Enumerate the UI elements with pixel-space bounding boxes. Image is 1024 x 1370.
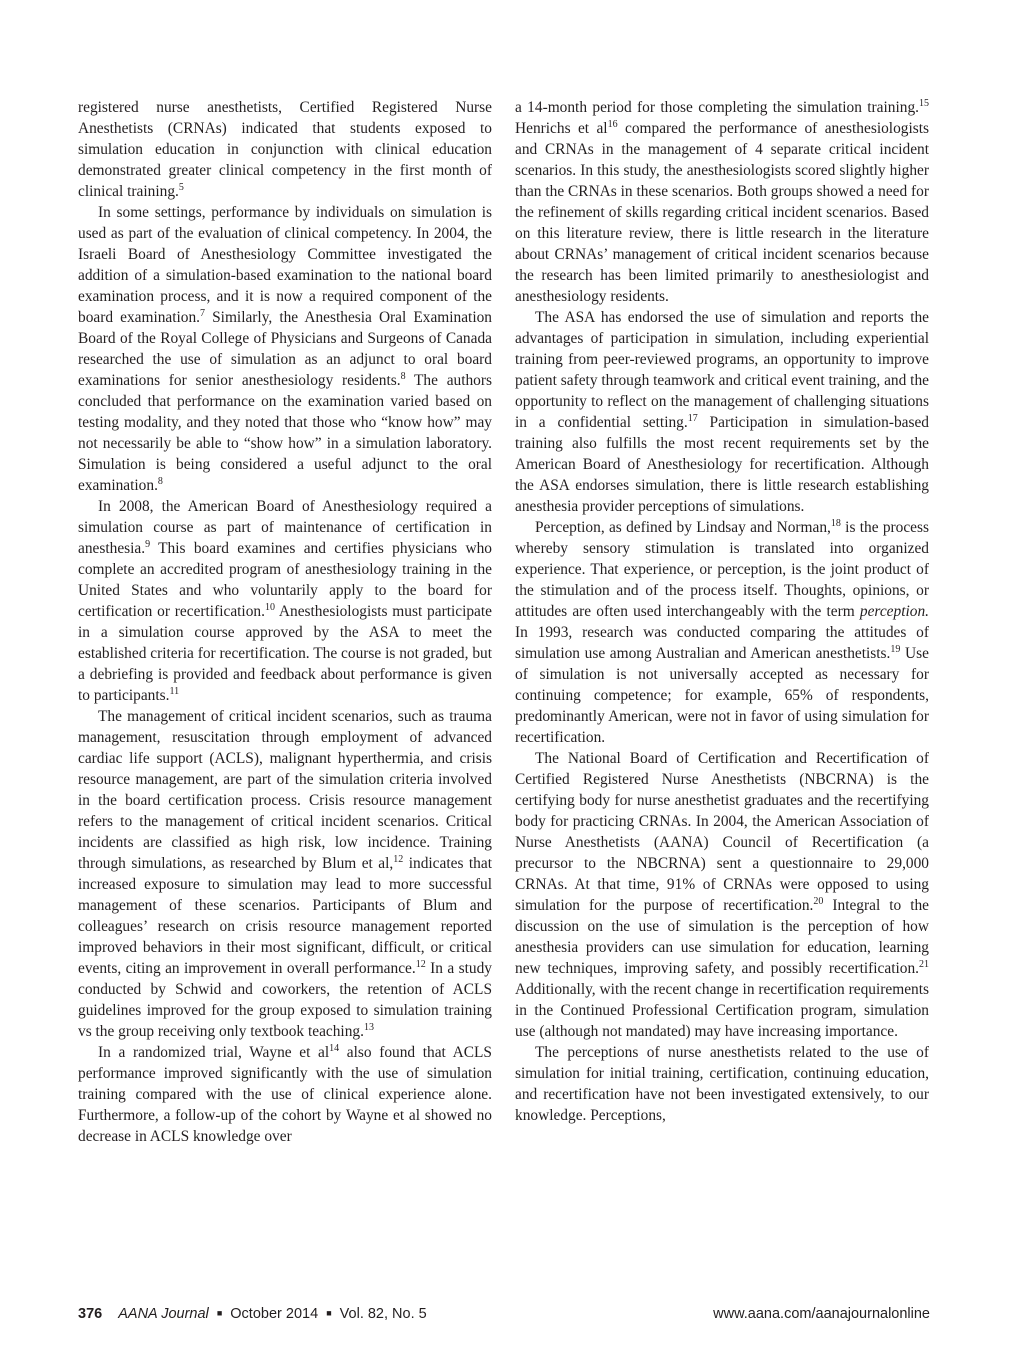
citation-ref: 17 <box>687 412 698 424</box>
page-footer <box>78 1306 930 1326</box>
paragraph: registered nurse anesthetists, Certified Registered Nurse Anesthetists (CRNAs) indicated that students exposed to simulation education in conjunction with clinical education demonstrated greater clinical competency in the first month of clinical training.$^5$ <box>78 99 492 200</box>
citation-ref: 13 <box>363 1021 374 1033</box>
page-number: 376 <box>78 1306 103 1322</box>
issue-date: October 2014 <box>230 1306 319 1322</box>
separator-square-icon: ■ <box>216 1308 223 1318</box>
citation-ref: 7 <box>200 307 206 319</box>
citation-ref: 8 <box>400 370 406 382</box>
paragraph: Perception, as defined by Lindsay and Norman,$^{18}$ is the process whereby sensory stimulation is translated into organized experience. That experience, or perception, is the joint product of the stimulation and of the process itself. Thoughts, opinions, or attitudes are often used interchangeably with the term perception. In 1993, research was conducted comparing the attitudes of simulation use among Australian and American anesthetists.$^{19}$ Use of simulation is not universally accepted as necessary for continuing competence; for example, 65% of respondents, predominantly American, were not in favor of using simulation for recertification. <box>515 517 929 746</box>
volume-issue: Vol. 82, No. 5 <box>339 1306 427 1322</box>
paragraph: The National Board of Certification and Recertification of Certified Registered Nurse Anesthetists (NBCRNA) is the certifying body for nurse anesthetist graduates and the recertifying body for practicing CRNAs. In 2004, the American Association of Nurse Anesthetists (AANA) Council of Recertification (a precursor to the NBCRNA) sent a questionnaire to 29,000 CRNAs. At that time, 91% of CRNAs were opposed to using simulation for the purpose of recertification.$^{20}$ Integral to the discussion on the use of simulation is the perception of how anesthesia providers can use simulation for education, learning new techniques, improving safety, and possibly recertification.$^{21}$ Additionally, with the recent change in recertification requirements in the Continued Professional Certification program, simulation use (although not mandated) may have increasing importance. <box>515 750 929 1040</box>
separator-square-icon: ■ <box>326 1308 332 1318</box>
citation-ref: 8 <box>157 475 163 487</box>
citation-ref: 19 <box>890 643 901 655</box>
left-text-column <box>78 97 492 1147</box>
right-text-column <box>515 97 929 1126</box>
citation-ref: 16 <box>607 118 618 130</box>
italic-term: perception. <box>859 603 929 620</box>
paragraph: In 2008, the American Board of Anesthesiology required a simulation course as part of maintenance of certification in anesthesia.$^9$ This board examines and certifies physicians who complete an accredited program of anesthesiology training in the United States and who voluntarily apply to the board for certification or recertification.$^{10}$ Anesthesiologists must participate in a simulation course approved by the ASA to meet the established criteria for recertification. The course is not graded, but a debriefing is provided and feedback about performance is given to participants.$^{11}$ <box>78 498 492 704</box>
paragraph: The ASA has endorsed the use of simulation and reports the advantages of participation in simulation, including experiential training from peer-reviewed programs, an opportunity to improve patient safety through teamwork and critical event training, and the opportunity to reflect on the management of challenging situations in a confidential setting.$^{17}$ Participation in simulation-based training also fulfills the most recent requirements set by the American Board of Anesthesiology for recertification. Although the ASA endorses simulation, there is little research establishing anesthesia provider perceptions of simulations. <box>515 309 929 515</box>
paragraph: The perceptions of nurse anesthetists related to the use of simulation for initial training, certification, continuing education, and recertification have not been investigated extensively, to our knowledge. Perceptions, <box>515 1044 929 1124</box>
citation-ref: 15 <box>919 97 929 109</box>
citation-ref: 9 <box>145 538 151 550</box>
paragraph: a 14-month period for those completing the simulation training.$^{15}$ Henrichs et $al^{16}$ compared the performance of anesthesiologists and CRNAs in the management of 4 separate critical incident scenarios. In this study, the anesthesiologists scored slightly higher than the CRNAs in these scenarios. Both groups showed a need for the refinement of skills regarding critical incident scenarios. Based on this literature review, there is little research in the literature about CRNAs’ management of critical incident scenarios because the research has been limited primarily to anesthesiologist and anesthesiology residents. <box>515 97 929 305</box>
citation-ref: 20 <box>813 895 824 907</box>
paragraph: The management of critical incident scenarios, such as trauma management, resuscitation through employment of advanced cardiac life support (ACLS), malignant hyperthermia, and crisis resource management, are part of the simulation criteria involved in the board certification process. Crisis resource management refers to the management of critical incident scenarios. Critical incidents are classified as high risk, low incidence. Training through simulations, as researched by Blum et al,$^{12}$ indicates that increased exposure to simulation may lead to more successful management of these scenarios. Participants of Blum and colleagues’ research on crisis resource management reported improved behaviors in their most significant, difficult, or critical events, citing an improvement in overall performance.$^{12}$ In a study conducted by Schwid and coworkers, the retention of ACLS guidelines improved for the group exposed to simulation training vs the group receiving only textbook teaching.$^{13}$ <box>78 708 492 1040</box>
paragraph: In a randomized trial, Wayne et $al^{14}$ also found that ACLS performance improved significantly with the use of simulation training compared with the use of clinical experience alone. Furthermore, a follow-up of the cohort by Wayne et al showed no decrease in ACLS knowledge over <box>78 1042 492 1145</box>
citation-ref: 21 <box>919 958 929 970</box>
paragraph: In some settings, performance by individuals on simulation is used as part of the evaluation of clinical competency. In 2004, the Israeli Board of Anesthesiology Committee investigated the addition of a simulation-based examination to the national board examination process, and it is now a required component of the board examination.$^7$ Similarly, the Anesthesia Oral Examination Board of the Royal College of Physicians and Surgeons of Canada researched the use of simulation as an adjunct to oral board examinations for senior anesthesiology residents.$^8$ The authors concluded that performance on the examination varied based on testing modality, and they noted that those who “know how” may not necessarily be able to “show how” in a simulation laboratory. Simulation is being considered a useful adjunct to the oral examination.$^8$ <box>78 204 492 494</box>
journal-name: AANA Journal <box>118 1306 209 1322</box>
citation-ref: 11 <box>169 685 180 697</box>
citation-ref: 5 <box>178 181 184 193</box>
citation-ref: 12 <box>415 958 426 970</box>
citation-ref: 12 <box>393 853 404 865</box>
citation-ref: 18 <box>830 517 841 529</box>
citation-ref: 10 <box>264 601 275 613</box>
journal-url: www.aana.com/aanajournalonline <box>713 1306 930 1322</box>
citation-ref: 14 <box>329 1042 340 1054</box>
